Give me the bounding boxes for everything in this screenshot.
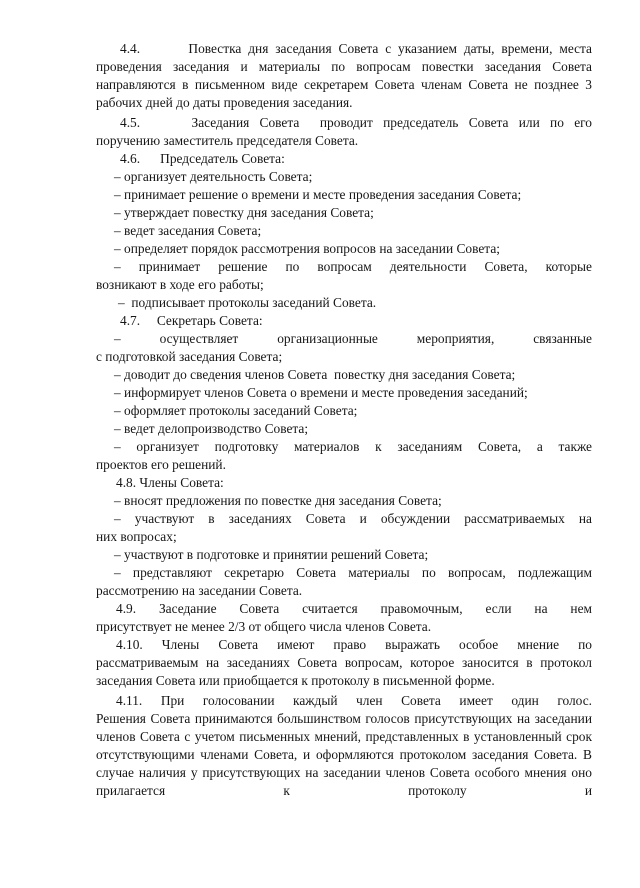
member-list-item-continuation: рассмотрению на заседании Совета.	[96, 583, 303, 598]
clause-4-4-first-line: 4.4. Повестка дня заседания Совета с указанием даты, времени, места	[120, 41, 592, 56]
chair-list-item-continuation: возникают в ходе его работы;	[96, 277, 264, 292]
secretary-list-item-first-line: – осуществляет организационные мероприятия, связанные	[114, 331, 592, 346]
secretary-list-item-first-line: – организует подготовку материалов к заседаниям Совета, а также	[114, 439, 592, 454]
clause-4-11-first-line: 4.11. При голосовании каждый член Совета имеет один голос.	[116, 693, 592, 708]
chair-list-item-first-line: – принимает решение по вопросам деятельности Совета, которые	[114, 259, 592, 274]
chair-list-item: – утверждает повестку дня заседания Совета;	[114, 205, 374, 220]
secretary-list-item: – оформляет протоколы заседаний Совета;	[114, 403, 358, 418]
clause-4-8-heading: 4.8. Члены Совета:	[116, 475, 224, 490]
secretary-list-item: – информирует членов Совета о времени и месте проведения заседаний;	[114, 385, 528, 400]
clause-4-5-text: поручению заместитель председателя Совета.	[96, 133, 359, 148]
secretary-list-item: – доводит до сведения членов Совета повестку дня заседания Совета;	[114, 367, 516, 382]
chair-list-item: – ведет заседания Совета;	[114, 223, 262, 238]
chair-list-item: – организует деятельность Совета;	[114, 169, 313, 184]
clause-4-5-first-line: 4.5. Заседания Совета проводит председатель Совета или по его	[120, 115, 592, 130]
secretary-list-item-continuation: проектов его решений.	[96, 457, 226, 472]
member-list-item-first-line: – участвуют в заседаниях Совета и обсуждении рассматриваемых на	[114, 511, 592, 526]
chair-list-item: – подписывает протоколы заседаний Совета.	[118, 295, 377, 310]
clause-4-11-text: Решения Совета принимаются большинством голосов присутствующих на заседании членов Совета с учетом письменных мнений, представленных в установленный срок отсутствующими членами Совета, и оформляются протоколом заседания Совета. В случае наличия у присутствующих на заседании членов Совета особого мнения оно прилагается к протоколу и	[96, 711, 592, 798]
chair-list-item: – принимает решение о времени и месте проведения заседания Совета;	[114, 187, 522, 202]
member-list-item-continuation: них вопросах;	[96, 529, 177, 544]
member-list-item: – вносят предложения по повестке дня заседания Совета;	[114, 493, 442, 508]
clause-4-9-first-line: 4.9. Заседание Совета считается правомочным, если на нем	[116, 601, 592, 616]
secretary-list-item: – ведет делопроизводство Совета;	[114, 421, 309, 436]
member-list-item: – участвуют в подготовке и принятии решений Совета;	[114, 547, 429, 562]
member-list-item-first-line: – представляют секретарю Совета материалы по вопросам, подлежащим	[114, 565, 592, 580]
clause-4-10-text: рассматриваемым на заседаниях Совета вопросам, которое заносится в протокол заседания Совета или приобщается к протоколу в письменной форме.	[96, 655, 592, 688]
clause-4-7-heading: 4.7. Секретарь Совета:	[120, 313, 263, 328]
clause-4-9-text: присутствует не менее 2/3 от общего числа членов Совета.	[96, 619, 432, 634]
secretary-list-item-continuation: с подготовкой заседания Совета;	[96, 349, 283, 364]
chair-list-item: – определяет порядок рассмотрения вопросов на заседании Совета;	[114, 241, 500, 256]
clause-4-10-first-line: 4.10. Члены Совета имеют право выражать особое мнение по	[116, 637, 592, 652]
clause-4-6-heading: 4.6. Председатель Совета:	[120, 151, 285, 166]
clause-4-4-text: проведения заседания и материалы по вопросам повестки заседания Совета направляются в письменном виде секретарем Совета членам Совета не позднее 3 рабочих дней до даты проведения заседания.	[96, 59, 592, 110]
